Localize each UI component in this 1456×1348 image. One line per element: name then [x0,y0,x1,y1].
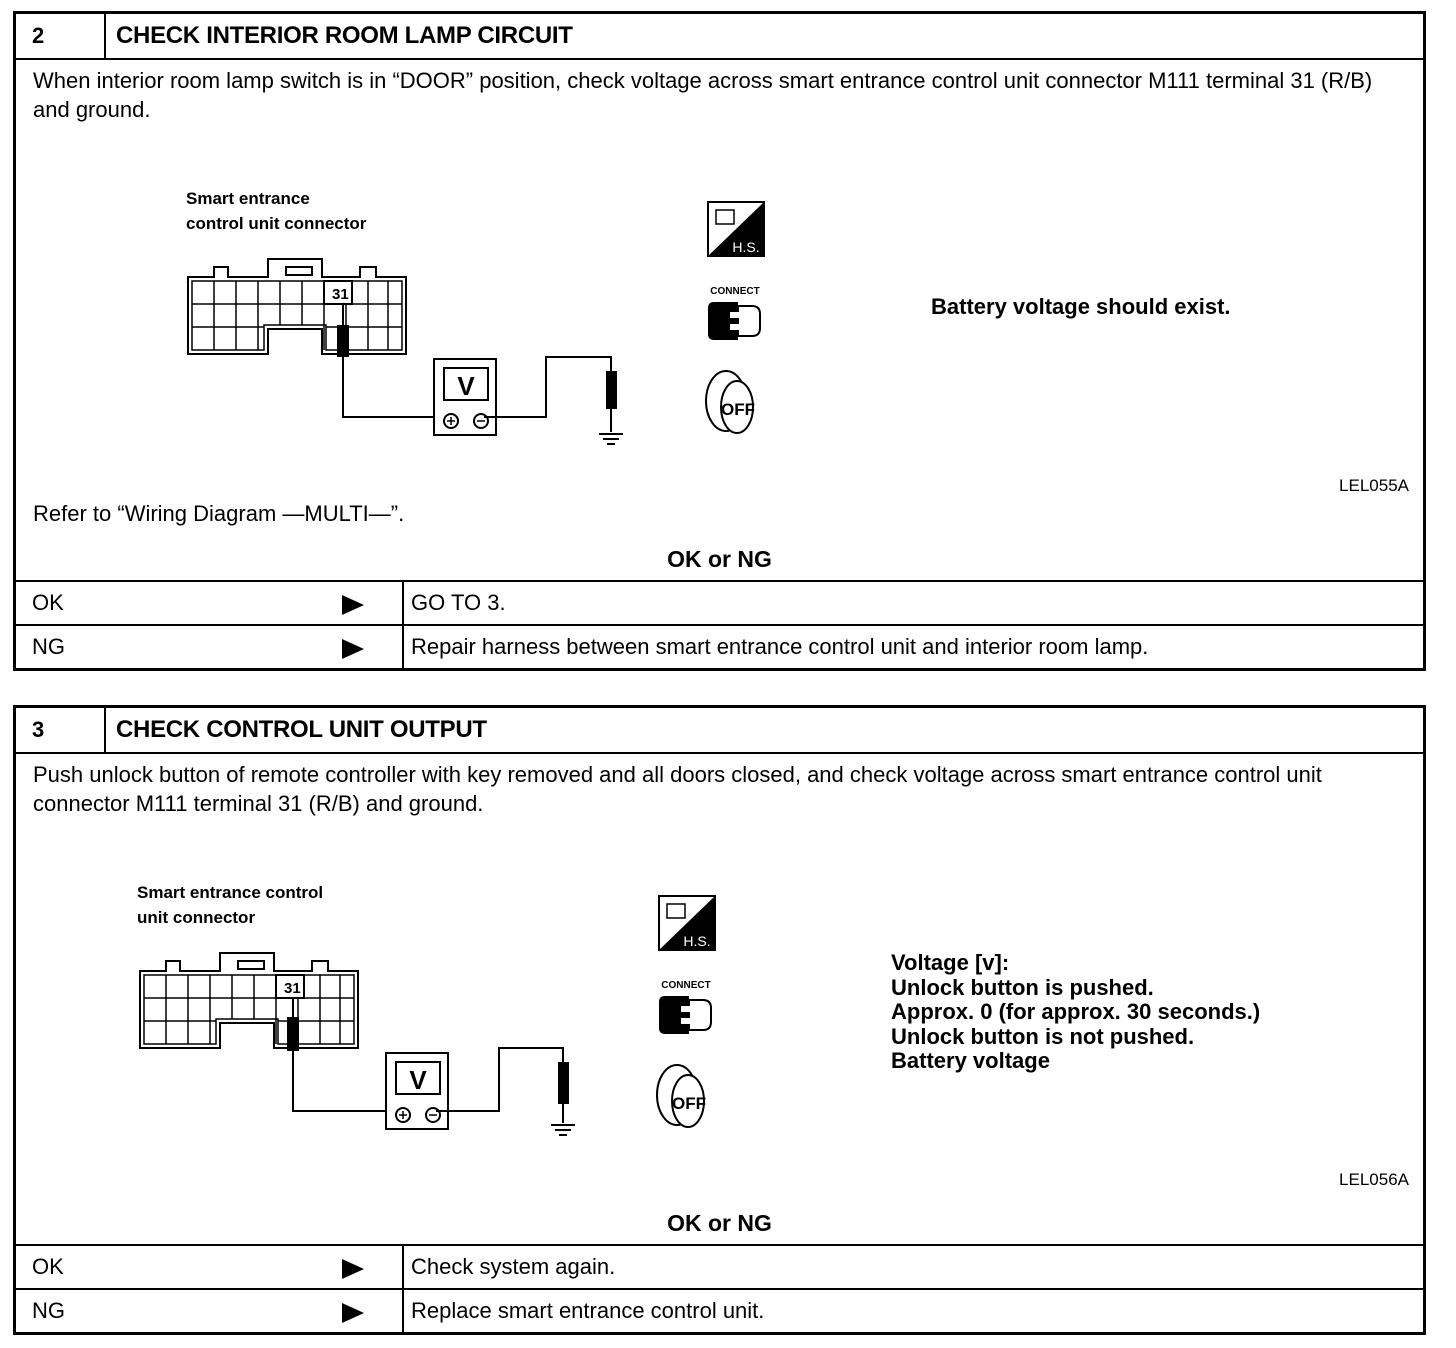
connector-icon [140,953,358,1048]
connector-label: Smart entrance control unit connector [186,189,367,233]
step-3-box [13,705,1426,1335]
ok-ng-label: OK or NG [667,1210,772,1236]
ground-icon [599,434,623,444]
svg-text:CONNECT: CONNECT [661,980,711,991]
outcome-row-ok [16,1244,1423,1290]
svg-text:OFF: OFF [721,400,755,419]
step-description: Push unlock button of remote controller with key removed and all doors closed, and check voltage across smart entrance control unit connector M111 terminal 31 (R/B) and ground. [33,762,1322,816]
hs-icon [659,896,715,950]
step-number: 3 [16,708,106,752]
terminal-number: 31 [332,286,349,303]
outcome-key: OK [32,1254,64,1279]
refer-note: Refer to “Wiring Diagram —MULTI—”. [33,501,405,526]
meter-label: V [409,1065,427,1095]
outcome-action: Check system again. [402,1246,615,1290]
svg-text:H.S.: H.S. [732,239,760,255]
ok-ng-label: OK or NG [667,546,772,572]
hs-icon [708,202,764,256]
connector-diagram [16,708,1423,1178]
figure-id: LEL055A [1339,476,1409,495]
outcome-key: NG [32,634,65,659]
expected-result: Battery voltage should exist. [931,294,1231,319]
outcome-action: Repair harness between smart entrance control unit and interior room lamp. [402,626,1148,670]
outcome-action: Replace smart entrance control unit. [402,1290,764,1334]
connector-label: Smart entrance control unit connector [137,883,324,927]
arrow-right-icon [342,639,364,659]
ignition-off-icon [657,1065,706,1127]
svg-text:CONNECT: CONNECT [710,286,760,297]
terminal-number: 31 [284,980,301,997]
ground-icon [551,1125,575,1135]
step-description: When interior room lamp switch is in “DOOR” position, check voltage across smart entrance control unit connector M111 terminal 31 (R/B) and ground. [33,68,1373,122]
step-title: CHECK CONTROL UNIT OUTPUT [116,716,487,743]
arrow-right-icon [342,595,364,615]
connect-icon [659,980,711,1034]
outcome-row-ok [16,580,1423,626]
expected-result: Voltage [v]: Unlock button is pushed. Approx. 0 (for approx. 30 seconds.) Unlock button is not pushed. Battery voltage [891,950,1261,1073]
outcome-key: OK [32,590,64,615]
connector-icon [188,259,406,354]
figure-id: LEL056A [1339,1170,1409,1189]
step-number: 2 [16,14,106,58]
meter-label: V [457,371,475,401]
outcome-row-ng [16,1288,1423,1334]
arrow-right-icon [342,1303,364,1323]
outcome-key: NG [32,1298,65,1323]
step-title: CHECK INTERIOR ROOM LAMP CIRCUIT [116,22,573,49]
svg-text:OFF: OFF [672,1094,706,1113]
ignition-off-icon [706,371,755,433]
probe-icon [288,998,568,1123]
connect-icon [708,286,760,340]
svg-text:H.S.: H.S. [683,933,711,949]
arrow-right-icon [342,1259,364,1279]
outcome-action: GO TO 3. [402,582,506,626]
connector-diagram [16,14,1423,484]
outcome-row-ng [16,624,1423,670]
step-2-box [13,11,1426,671]
